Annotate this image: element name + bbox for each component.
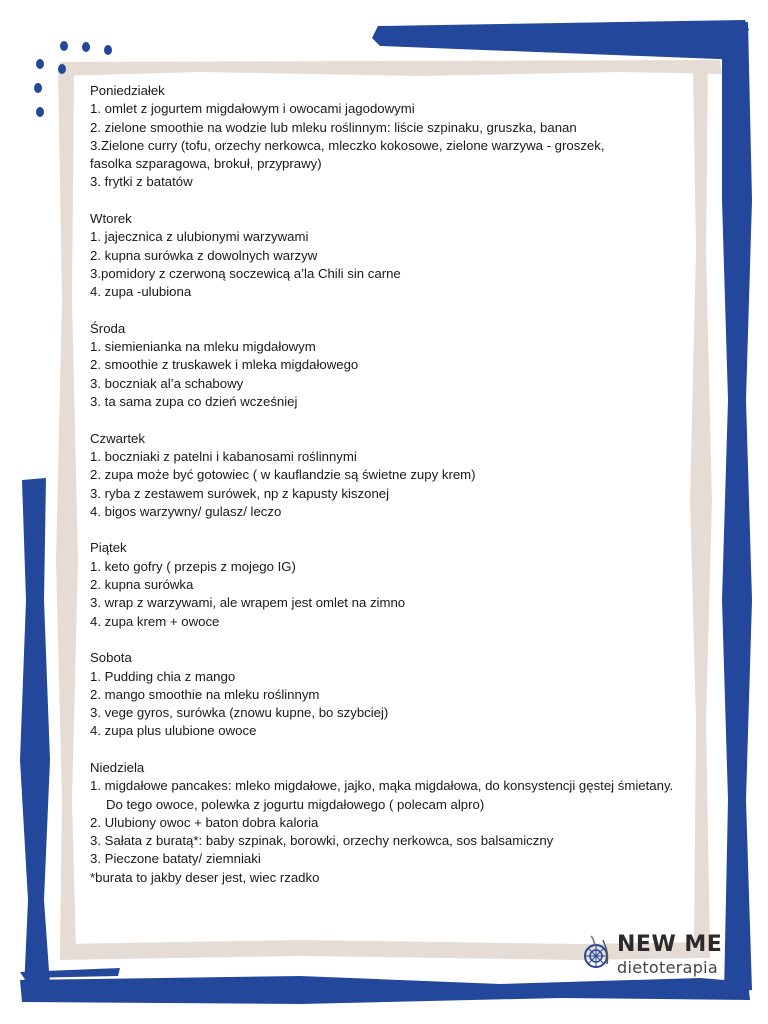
logo-subtitle: dietoterapia [617,958,719,977]
day-title: Sobota [90,650,132,666]
day-title: Niedziela [90,759,145,775]
day-title: Czwartek [90,430,145,446]
meal-line: 1. keto gofry ( przepis z mojego IG) [90,558,296,574]
day-title: Piątek [90,540,127,556]
meal-line: fasolka szparagowa, brokuł, przyprawy) [90,156,322,172]
meal-line: 2. zielone smoothie na wodzie lub mleku roślinnym: liście szpinaku, gruszka, banan [90,119,577,135]
day-title: Środa [90,320,126,336]
meal-line: 4. zupa krem + owoce [90,613,220,629]
meal-line: 3. ta sama zupa co dzień wcześniej [90,394,298,410]
meal-line: 3. vege gyros, surówka (znowu kupne, bo szybciej) [90,705,389,721]
logo-icon [583,934,613,974]
meal-line: 3.Zielone curry (tofu, orzechy nerkowca, mleczko kokosowe, zielone warzywa - groszek, [90,137,605,153]
day-title: Wtorek [90,211,132,227]
meal-line: 1. Pudding chia z mango [90,668,236,684]
meal-line: 1. omlet z jogurtem migdałowym i owocami jagodowymi [90,101,415,117]
day-thursday [90,430,680,521]
brand-logo [583,932,733,978]
meal-line: 2. smoothie z truskawek i mleka migdałowego [90,357,359,373]
meal-line: 2. kupna surówka [90,577,194,593]
meal-line: 3. frytki z batatów [90,174,193,190]
meal-line: 2. Ulubiony owoc + baton dobra kaloria [90,814,319,830]
day-monday [90,82,680,192]
meal-line: 3. Sałata z buratą*: baby szpinak, borowki, orzechy nerkowca, sos balsamiczny [90,833,554,849]
meal-line: 4. zupa plus ulubione owoce [90,723,257,739]
meal-line: 2. kupna surówka z dowolnych warzyw [90,247,318,263]
meal-line: 4. zupa -ulubiona [90,284,192,300]
day-friday [90,539,680,630]
footnote: *burata to jakby deser jest, wiec rzadko [90,869,320,885]
meal-line: 3. ryba z zestawem surówek, np z kapusty kiszonej [90,485,390,501]
diet-plan-content [90,82,680,887]
meal-line: 3. Pieczone bataty/ ziemniaki [90,851,261,867]
logo-name: NEW ME [617,932,723,957]
meal-line: 1. siemienianka na mleku migdałowym [90,339,316,355]
meal-line: 1. migdałowe pancakes: mleko migdałowe, jajko, mąka migdałowa, do konsystencji gęstej śmietany. Do tego owoce, polewka z jogurtu migdałowego ( polecam alpro) [90,778,674,812]
meal-line: 3.pomidory z czerwoną soczewicą a’la Chili sin carne [90,265,401,281]
meal-line: 2. mango smoothie na mleku roślinnym [90,686,320,702]
day-tuesday [90,210,680,301]
meal-line: 2. zupa może być gotowiec ( w kauflandzie są świetne zupy krem) [90,467,476,483]
meal-line: 3. boczniak al’a schabowy [90,375,244,391]
day-wednesday [90,320,680,411]
meal-line: 1. boczniaki z patelni i kabanosami roślinnymi [90,448,357,464]
meal-line: 3. wrap z warzywami, ale wrapem jest omlet na zimno [90,595,406,611]
day-saturday [90,649,680,740]
day-sunday [90,759,680,887]
meal-line: 1. jajecznica z ulubionymi warzywami [90,229,309,245]
day-title: Poniedziałek [90,83,165,98]
meal-line: 4. bigos warzywny/ gulasz/ leczo [90,503,282,519]
